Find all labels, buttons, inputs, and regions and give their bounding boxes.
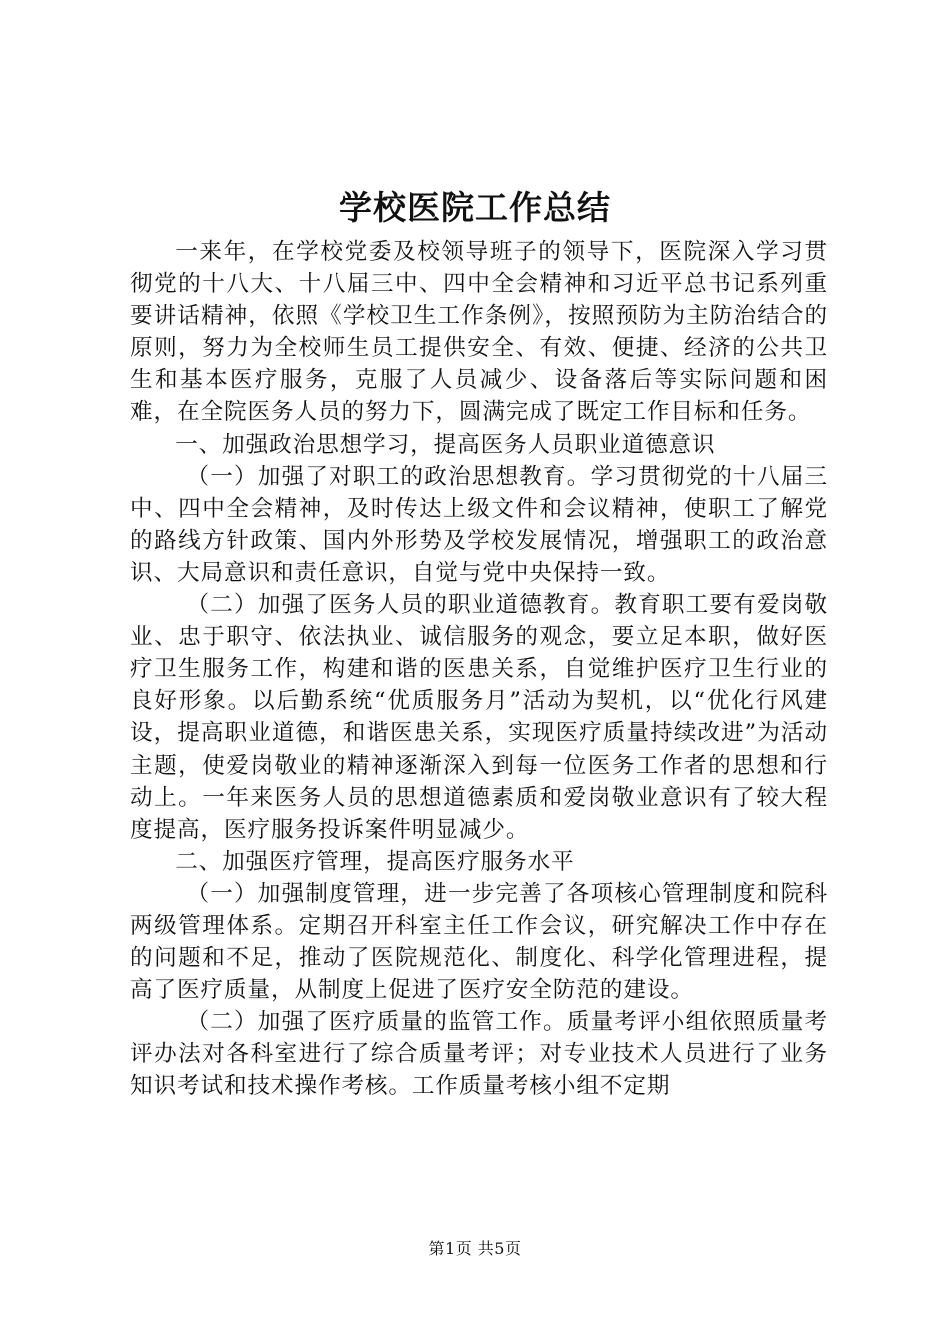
- intro-paragraph: 一来年，在学校党委及校领导班子的领导下，医院深入学习贯彻党的十八大、十八届三中、四中全会精神和习近平总书记系列重要讲话精神，依照《学校卫生工作条例》，按照预防为主防治结合的原则，努力为全校师生员工提供安全、有效、便捷、经济的公共卫生和基本医疗服务，克服了人员减少、设备落后等实际问题和困难，在全院医务人员的努力下，圆满完成了既定工作目标和任务。: [130, 239, 828, 426]
- section-heading-1: 一、加强政治思想学习，提高医务人员职业道德意识: [175, 431, 716, 458]
- section-2-paragraph-1: （一）加强制度管理，进一步完善了各项核心管理制度和院科两级管理体系。定期召开科室主任工作会议，研究解决工作中存在的问题和不足，推动了医院规范化、制度化、科学化管理进程，提高了医疗质量，从制度上促进了医疗安全防范的建设。: [130, 880, 828, 1004]
- section-1-paragraph-1: （一）加强了对职工的政治思想教育。学习贯彻党的十八届三中、四中全会精神，及时传达上级文件和会议精神，使职工了解党的路线方针政策、国内外形势及学校发展情况，增强职工的政治意识、大局意识和责任意识，自觉与党中央保持一致。: [130, 463, 828, 586]
- document-body: [130, 236, 828, 1103]
- section-heading-2: 二、加强医疗管理，提高医疗服务水平: [175, 848, 575, 875]
- document-title: 学校医院工作总结: [339, 188, 611, 227]
- page-footer: 第1页 共5页: [428, 1239, 522, 1258]
- section-2-paragraph-2: （二）加强了医疗质量的监管工作。质量考评小组依照质量考评办法对各科室进行了综合质量考评；对专业技术人员进行了业务知识考试和技术操作考核。工作质量考核小组不定期: [130, 1009, 828, 1100]
- section-1-paragraph-2: （二）加强了医务人员的职业道德教育。教育职工要有爱岗敬业、忠于职守、依法执业、诚信服务的观念，要立足本职，做好医疗卫生服务工作，构建和谐的医患关系，自觉维护医疗卫生行业的良好形象。以后勤系统“优质服务月”活动为契机，以“优化行风建设，提高职业道德，和谐医患关系，实现医疗质量持续改进”为活动主题，使爱岗敬业的精神逐渐深入到每一位医务工作者的思想和行动上。一年来医务人员的思想道德素质和爱岗敬业意识有了较大程度提高，医疗服务投诉案件明显减少。: [130, 592, 828, 843]
